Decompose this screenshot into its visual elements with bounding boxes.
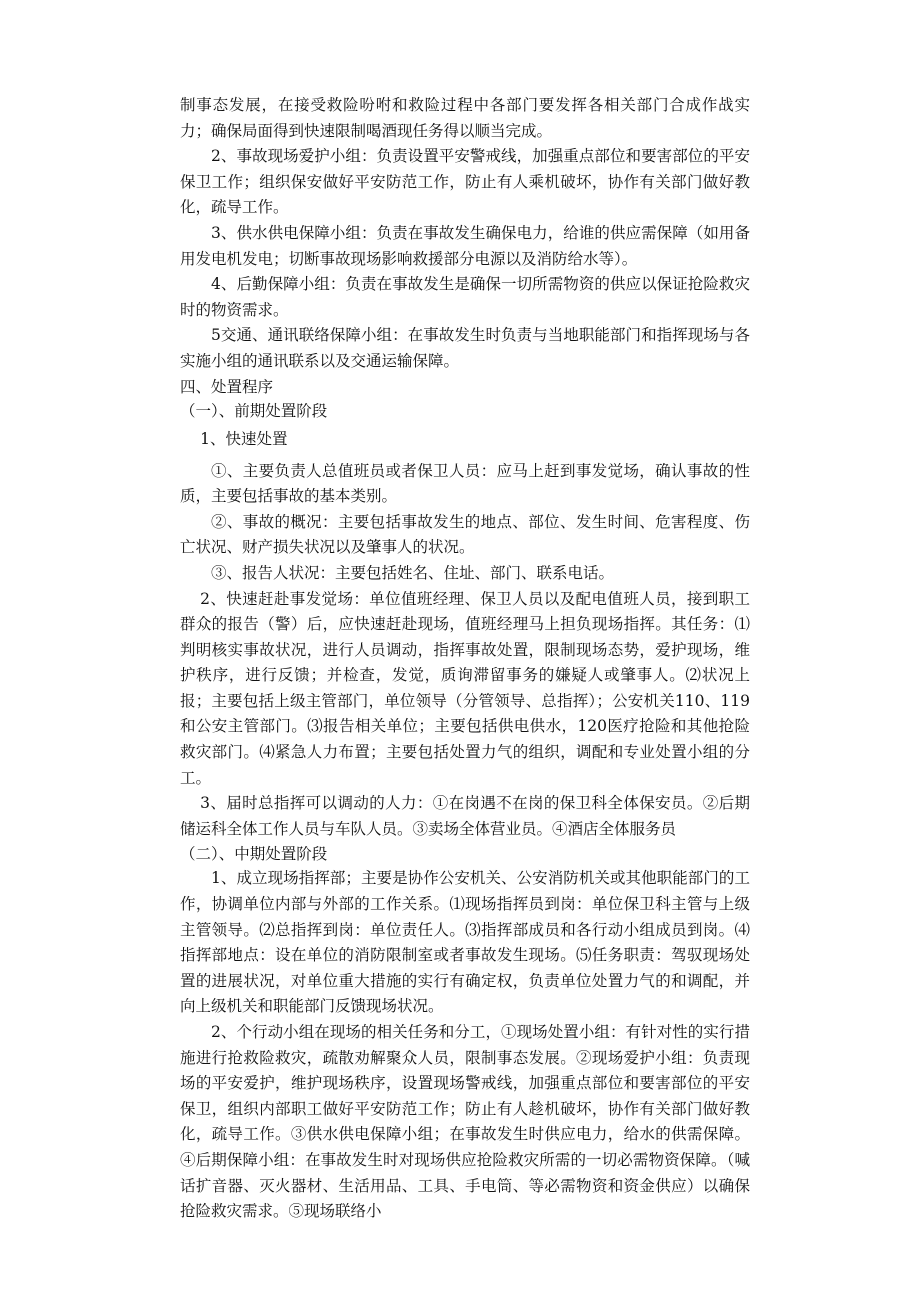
subsection-heading-early-stage: （一）、前期处置阶段 xyxy=(180,401,328,420)
paragraph-reporter-info: ③、报告人状况：主要包括姓名、住址、部门、联系电话。 xyxy=(211,563,615,582)
paragraph-rush-to-scene: 2、快速赶赴事发觉场：单位值班经理、保卫人员以及配电值班人员，接到职工群众的报告（警）后，应快速赶赴现场，值班经理马上担负现场指挥。其任务：⑴判明核实事故状况，进行人员调动，指挥事故处置，限制现场态势，爱护现场，维护秩序，进行反馈；并检查，发觉，质询滞留事务的嫌疑人或肇事人。⑵状况上报；主要包括上级主管部门，单位领导（分管领导、总指挥）；公安机关110、119和公安主管部门。⑶报告相关单位；主要包括供电供水，120医疗抢险和其他抢险救灾部门。⑷紧急人力布置；主要包括处置力气的组织，调配和专业处置小组的分工。 xyxy=(180,589,750,787)
paragraph-action-teams: 2、个行动小组在现场的相关任务和分工，①现场处置小组：有针对性的实行措施进行抢救险救灾，疏散劝解聚众人员，限制事态发展。②现场爱护小组：负责现场的平安爱护，维护现场秩序，设置现场警戒线，加强重点部位和要害部位的平安保卫，组织内部职工做好平安防范工作；防止有人趁机破坏，协作有关部门做好教化，疏导工作。③供水供电保障小组；在事故发生时供应电力，给水的供需保障。④后期保障小组：在事故发生时对现场供应抢险救灾所需的一切必需物资保障。（喊话扩音器、灭火器材、生活用品、工具、手电筒、等必需物资和资金供应）以确保抢险救灾需求。⑤现场联络小 xyxy=(180,1023,750,1221)
paragraph-responsible-person: ①、主要负责人总值班员或者保卫人员：应马上赶到事发觉场，确认事故的性质，主要包括事故的基本类别。 xyxy=(180,461,750,506)
paragraph-communication-team: 5交通、通讯联络保障小组：在事故发生时负责与当地职能部门和指挥现场与各实施小组的通讯联系以及交通运输保障。 xyxy=(180,326,750,370)
document-body xyxy=(180,93,750,1225)
subsection-heading-middle-stage: （二）、中期处置阶段 xyxy=(180,845,328,864)
paragraph-commander-manpower: 3、届时总指挥可以调动的人力：①在岗遇不在岗的保卫科全体保安员。②后期储运科全体工作人员与车队人员。③卖场全体营业员。④酒店全体服务员 xyxy=(180,794,750,838)
paragraph-logistics-team: 4、后勤保障小组：负责在事故发生是确保一切所需物资的供应以保证抢险救灾时的物资需求。 xyxy=(180,275,750,319)
paragraph-command-post: 1、成立现场指挥部；主要是协作公安机关、公安消防机关或其他职能部门的工作，协调单位内部与外部的工作关系。⑴现场指挥员到岗：单位保卫科主管与上级主管领导。⑵总指挥到岗：单位责任人。⑶指挥部成员和各行动小组成员到岗。⑷指挥部地点：设在单位的消防限制室或者事故发生现场。⑸任务职责：驾驭现场处置的进展状况，对单位重大措施的实行有确定权，负责单位处置力气的和调配，并向上级机关和职能部门反馈现场状况。 xyxy=(180,869,750,1016)
paragraph-continued: 制事态发展，在接受救险吩咐和救险过程中各部门要发挥各相关部门合成作战实力；确保局面得到快速限制喝酒现任务得以顺当完成。 xyxy=(180,96,750,140)
section-heading-procedure: 四、处置程序 xyxy=(180,377,274,396)
item-heading-quick-handling: 1、快速处置 xyxy=(200,429,288,448)
paragraph-water-power-team: 3、供水供电保障小组：负责在事故发生确保电力，给谁的供应需保障（如用备用发电机发电；切断事故现场影响救援部分电源以及消防给水等）。 xyxy=(180,223,750,268)
paragraph-accident-overview: ②、事故的概况：主要包括事故发生的地点、部位、发生时间、危害程度、伤亡状况、财产损失状况以及肇事人的状况。 xyxy=(180,512,750,557)
paragraph-scene-protection-team: 2、事故现场爱护小组：负责设置平安警戒线，加强重点部位和要害部位的平安保卫工作；组织保安做好平安防范工作，防止有人乘机破坏，协作有关部门做好教化，疏导工作。 xyxy=(180,147,750,217)
